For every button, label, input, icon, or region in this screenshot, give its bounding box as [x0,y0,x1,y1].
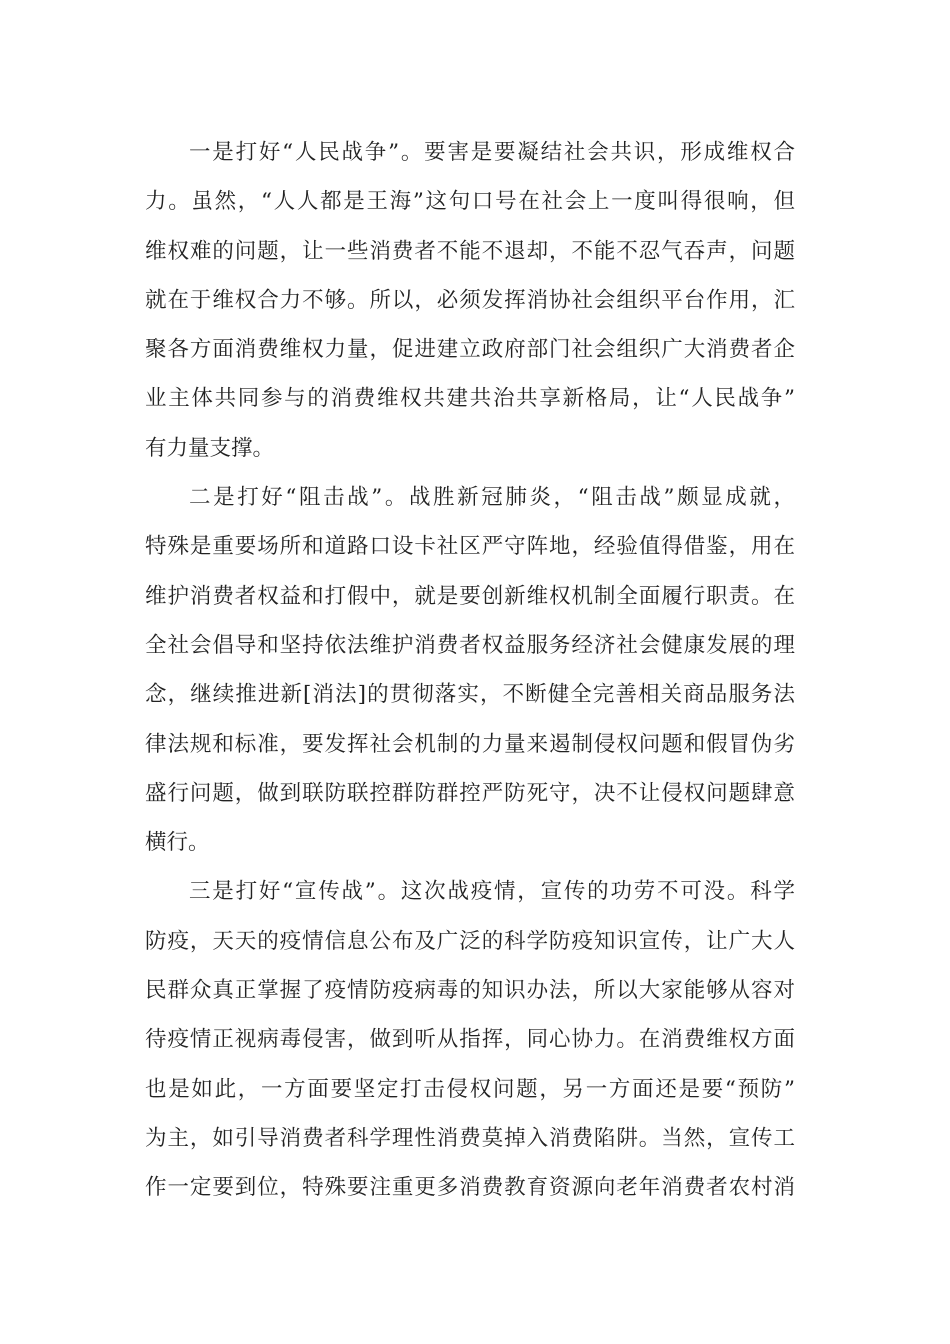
paragraph-2-line-8: 横行。 [145,830,210,856]
paragraph-1-line-3: 维权难的问题，让一些消费者不能不退却，不能不忍气吞声，问题 [145,238,795,264]
paragraph-1-line-7: 有力量支撑。 [145,435,275,461]
document-body [145,128,795,1213]
paragraph-3-line-7: 作一定要到位，特殊要注重更多消费教育资源向老年消费者农村消 [145,1175,795,1201]
paragraph-2-line-6: 律法规和标准，要发挥社会机制的力量来遏制侵权问题和假冒伪劣 [145,731,795,757]
paragraph-2-line-4: 全社会倡导和坚持依法维护消费者权益服务经济社会健康发展的理 [145,632,795,658]
paragraph-3-line-3: 民群众真正掌握了疫情防疫病毒的知识办法，所以大家能够从容对 [145,978,795,1004]
paragraph-2-line-3: 维护消费者权益和打假中，就是要创新维权机制全面履行职责。在 [145,583,795,609]
paragraph-1-line-4: 就在于维权合力不够。所以，必须发挥消协社会组织平台作用，汇 [145,287,795,313]
paragraph-3-line-6: 为主，如引导消费者科学理性消费莫掉入消费陷阱。当然，宣传工 [145,1125,795,1151]
paragraph-1-line-1: 一是打好“人民战争”。要害是要凝结社会共识，形成维权合 [189,140,795,165]
paragraph-1-line-6: 业主体共同参与的消费维权共建共治共享新格局，让“人民战争” [145,386,795,412]
paragraph-2-line-1: 二是打好“阻击战”。战胜新冠肺炎，“阻击战”颇显成就， [189,485,795,511]
paragraph-2-line-2: 特殊是重要场所和道路口设卡社区严守阵地，经验值得借鉴，用在 [145,534,795,560]
paragraph-3-line-5: 也是如此，一方面要坚定打击侵权问题，另一方面还是要“预防” [145,1076,795,1102]
paragraph-1-line-2: 力。虽然，“人人都是王海”这句口号在社会上一度叫得很响，但 [145,189,795,215]
paragraph-3-line-1: 三是打好“宣传战”。这次战疫情，宣传的功劳不可没。科学 [189,879,795,905]
paragraph-1-line-5: 聚各方面消费维权力量，促进建立政府部门社会组织广大消费者企 [145,337,795,363]
paragraph-2-line-5: 念，继续推进新[消法]的贯彻落实，不断健全完善相关商品服务法 [145,682,795,708]
paragraph-3-line-4: 待疫情正视病毒侵害，做到听从指挥，同心协力。在消费维权方面 [145,1027,795,1053]
paragraph-3-line-2: 防疫，天天的疫情信息公布及广泛的科学防疫知识宣传，让广大人 [145,928,795,954]
paragraph-2-line-7: 盛行问题，做到联防联控群防群控严防死守，决不让侵权问题肆意 [145,780,795,806]
